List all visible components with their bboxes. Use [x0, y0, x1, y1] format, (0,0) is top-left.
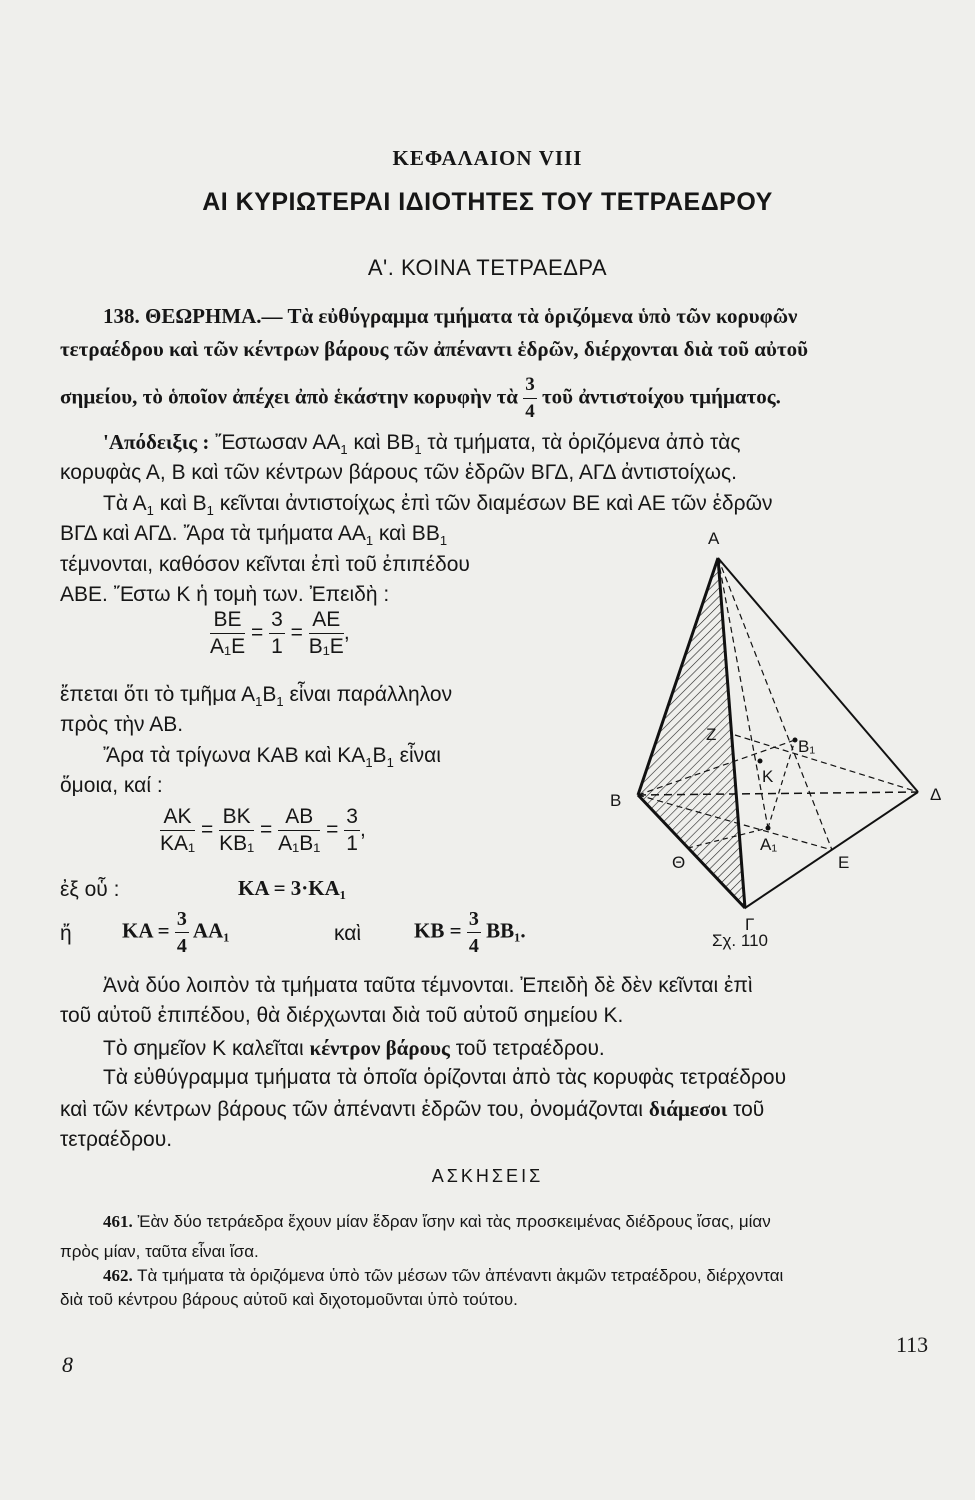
theorem-line-1: 138. ΘΕΩΡΗΜΑ.— Τὰ εὐθύγραμμα τμήματα τὰ ὁριζόμενα ὑπὸ τῶν κορυφῶν — [103, 304, 798, 328]
equation-kb-fraction: ΚΒ = $\frac{3}{4}$ ΒΒ₁. — [414, 908, 526, 957]
label-G: Γ — [745, 915, 755, 934]
or-label: ἤ — [60, 922, 72, 945]
proof-line-11: Ἀνὰ δύο λοιπὸν τὰ τμήματα ταῦτα τέμνονται. Ἐπειδὴ δὲ δὲν κεῖνται ἐπὶ — [103, 974, 753, 997]
label-B: Β — [610, 791, 622, 810]
proof-line-16: τετραέδρου. — [60, 1128, 173, 1151]
proof-line-12: τοῦ αὐτοῦ ἐπιπέδου, θὰ διέρχωνται διὰ τοῦ αὐτοῦ σημείου Κ. — [60, 1004, 624, 1027]
figure-caption: Σχ. 110 — [712, 931, 768, 950]
proof-line-7: ἔπεται ὅτι τὸ τμῆμα $A_1B_1$ εἶναι παράλληλον — [60, 683, 453, 710]
equation-ka: ΚΑ = 3·ΚΑ₁ — [238, 876, 347, 900]
ratio-equation-2: $\frac{AK}{\text{ΚΑ₁}}$ = $\frac{BK}{\text{ΚΒ₁}}$ = $\frac{AB}{\text{Α₁Β₁}}$ = $\frac{3}{1}$ , — [160, 805, 366, 855]
exercise-461: 461. Ἐὰν δύο τετράεδρα ἔχουν μίαν ἕδραν ἴσην καὶ τὰς προσκειμένας διέδρους ἴσας, μίαν — [103, 1212, 771, 1231]
exercise-462-cont: διὰ τοῦ κέντρου βάρους αὐτοῦ καὶ διχοτομοῦνται ὑπὸ τούτου. — [60, 1290, 518, 1309]
exercise-461-cont: πρὸς μίαν, ταῦτα εἶναι ἴσα. — [60, 1242, 259, 1261]
proof-line-8: πρὸς τὴν ΑΒ. — [60, 713, 184, 736]
label-B1: Β₁ — [798, 737, 816, 756]
proof-line-9: Ἄρα τὰ τρίγωνα ΚΑΒ καὶ $KA_1B_1$ εἶναι — [103, 744, 441, 771]
label-Z: Ζ — [706, 725, 717, 744]
ratio-equation-1: $\frac{BE}{\text{Α₁Ε}}$ = $\frac{3}{1}$ = $\frac{AE}{\text{Β₁Ε}}$ , — [210, 608, 350, 658]
theorem-line-3: σημείου, τὸ ὁποῖον ἀπέχει ἀπὸ ἑκάστην κορυφὴν τὰ $\frac{3}{4}$ τοῦ ἀντιστοίχου τμήματος. — [60, 374, 781, 422]
proof-line-5: τέμνονται, καθόσον κεῖνται ἐπὶ τοῦ ἐπιπέδου — [60, 553, 470, 576]
chapter-heading: ΚΕΦΑΛΑΙΟΝ VIII — [392, 146, 583, 170]
hatched-face — [638, 558, 745, 908]
section-subtitle: Α'. ΚΟΙΝΑ ΤΕΤΡΑΕΔΡΑ — [367, 255, 608, 280]
tetrahedron-figure — [600, 520, 960, 960]
proof-line-15: καὶ τῶν κέντρων βάρους τῶν ἀπέναντι ἑδρῶν του, ὀνομάζονται διάμεσοι τοῦ — [60, 1097, 765, 1121]
proof-line-3: Τὰ $A_1$ καὶ $B_1$ κεῖνται ἀντιστοίχως ἐπὶ τῶν διαμέσων ΒΕ καὶ ΑΕ τῶν ἑδρῶν — [103, 492, 773, 519]
label-A: Α — [708, 529, 720, 548]
label-D: Δ — [930, 785, 942, 804]
proof-line-2: κορυφὰς Α, Β καὶ τῶν κέντρων βάρους τῶν ἑδρῶν ΒΓΔ, ΑΓΔ ἀντιστοίχως. — [60, 461, 737, 484]
label-E: Ε — [838, 853, 850, 872]
label-K: Κ — [762, 767, 774, 786]
proof-line-4: ΒΓΔ καὶ ΑΓΔ. Ἄρα τὰ τμήματα $AA_1$ καὶ $BB_1$ — [60, 522, 448, 549]
proof-label: 'Απόδειξις : — [103, 430, 210, 454]
term-center-of-gravity: κέντρον βάρους — [309, 1036, 450, 1060]
theorem-label: 138. ΘΕΩΡΗΜΑ.— — [103, 304, 283, 328]
label-Th: Θ — [672, 853, 686, 872]
proof-line-14: Τὰ εὐθύγραμμα τμήματα τὰ ὁποῖα ὁρίζονται ἀπὸ τὰς κορυφὰς τετραέδρου — [103, 1066, 787, 1089]
theorem-line-2: τετραέδρου καὶ τῶν κέντρων βάρους τῶν ἀπέναντι ἑδρῶν, διέρχονται διὰ τοῦ αὐτοῦ — [60, 337, 808, 361]
proof-line-1: 'Απόδειξις : Ἔστωσαν $AA_1$ καὶ $BB_1$ τὰ τμήματα, τὰ ὁριζόμενα ἀπὸ τὰς — [103, 430, 741, 458]
page-number: 113 — [896, 1332, 929, 1357]
label-A1: Α₁ — [760, 835, 778, 854]
proof-line-6: ΑΒΕ. Ἔστω Κ ἡ τομὴ των. Ἐπειδὴ : — [60, 583, 390, 606]
proof-line-13: Τὸ σημεῖον Κ καλεῖται κέντρον βάρους τοῦ τετραέδρου. — [103, 1036, 605, 1060]
signature-mark: 8 — [62, 1352, 73, 1377]
edge-AD — [718, 558, 918, 792]
point-A1 — [766, 826, 771, 831]
term-medians: διάμεσοι — [648, 1097, 728, 1121]
exercises-heading: ΑΣΚΗΣΕΙΣ — [431, 1166, 544, 1186]
point-B1 — [793, 738, 798, 743]
proof-line-10: ὅμοια, καί : — [60, 774, 163, 797]
chapter-title: ΑΙ ΚΥΡΙΩΤΕΡΑΙ ΙΔΙΟΤΗΤΕΣ ΤΟΥ ΤΕΤΡΑΕΔΡΟΥ — [202, 188, 773, 216]
ex-from-label: ἐξ οὗ : — [60, 878, 120, 901]
equation-ka-fraction: ΚΑ = $\frac{3}{4}$ ΑΑ₁ — [122, 908, 230, 957]
and-label: καὶ — [334, 922, 362, 945]
exercise-462: 462. Τὰ τμήματα τὰ ὁριζόμενα ὑπὸ τῶν μέσων τῶν ἀπέναντι ἀκμῶν τετραέδρου, διέρχονται — [103, 1266, 784, 1285]
point-K — [758, 759, 763, 764]
